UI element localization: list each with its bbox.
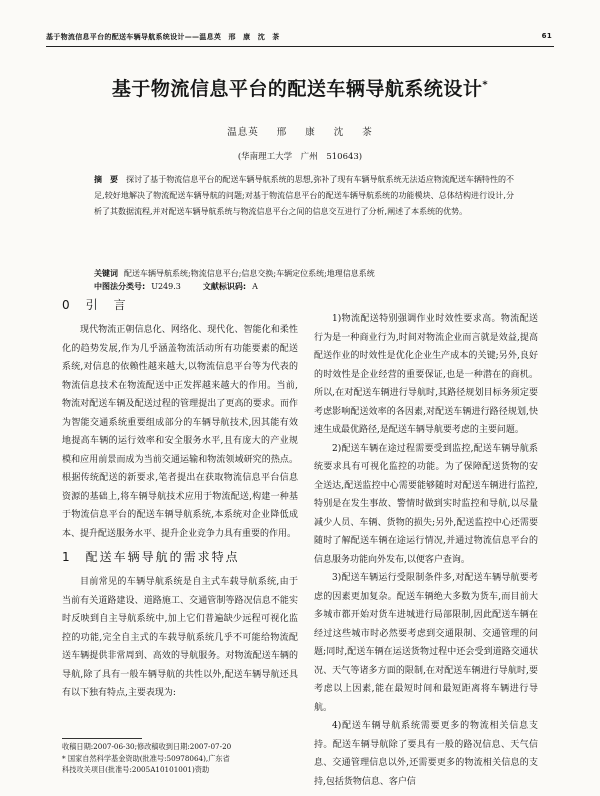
- section-title: 引 言: [85, 298, 128, 312]
- list-item: 2)配送车辆在途过程需要受到监控,配送车辆导航系统要求具有可视化监控的功能。为了保障配送货物的安全送达,配送监控中心需要能够随时对配送车辆进行监控,特别是在发生事故、警情时做到实时监控和导航,以尽量减少人员、车辆、货物的损失;另外,配送监控中心还需要随时了解配送车辆在途运行情况,并通过物流信息平台的信息服务功能向外发布,以便客户查询。: [314, 443, 538, 565]
- section-title: 配送车辆导航的需求特点: [85, 550, 240, 564]
- list-item: 4)配送车辆导航系统需要更多的物流相关信息支持。配送车辆导航除了要具有一般的路况信息、天气信息、交通管理信息以外,还需要更多的物流相关信息的支持,包括货物信息、客户信: [314, 721, 538, 787]
- clc-label: 中图法分类号:: [94, 282, 146, 291]
- running-head-text: 基于物流信息平台的配送车辆导航系统设计——温息英 邢 康 沈 茶: [46, 33, 280, 41]
- intro-paragraph: 现代物流正朝信息化、网络化、现代化、智能化和柔性化的趋势发展,作为几乎涵盖物流活动所有功能要素的配送系统,对信息的依赖性越来越大,以物流信息平台等为代表的物流信息技术在物流配送中正发挥越来越大的作用。当前,物流对配送车辆及配送过程的管理提出了更高的要求。而作为智能交通系统重要组成部分的车辆导航技术,因其能有效地提高车辆的运行效率和安全服务水平,且有庞大的产业规模和应用前景而成为当前交通运输和物流领域研究的热点。根据传统配送的新要求,笔者提出在获取物流信息平台信息资源的基础上,将车辆导航技术应用于物流配送,构建一种基于物流信息平台的配送车辆导航系统,本系统对企业降低成本、提升配送服务水平、提升企业竞争力具有重要的作用。: [62, 325, 298, 539]
- author-list: 温息英 邢 康 沈 茶: [227, 127, 373, 138]
- section1-paragraph: 目前常见的车辆导航系统是自主式车载导航系统,由于当前有关道路建设、道路施工、交通管制等路况信息不能实时反映到自主导航系统中,加上它们普遍缺少远程可视化监控的功能,完全自主式的车载导航系统几乎不可能给物流配送车辆提供非常周到、高效的导航服务。对物流配送车辆的导航,除了具有一般车辆导航的共性以外,配送车辆导航还具有以下独有特点,主要表现为:: [62, 577, 298, 698]
- header-rule: [46, 46, 554, 47]
- paper-title-text: 基于物流信息平台的配送车辆导航系统设计: [111, 78, 483, 100]
- paper-title: [0, 74, 600, 101]
- footnote-received: 收稿日期:2007-06-30;修改稿收到日期:2007-07-20: [62, 742, 232, 751]
- running-head: [46, 32, 552, 46]
- abstract: [94, 172, 514, 221]
- section-heading-intro: [62, 295, 298, 315]
- clc-value: U249.3: [151, 282, 181, 291]
- keywords: [94, 268, 524, 280]
- page-number: 61: [541, 32, 552, 40]
- section-heading-1: [62, 547, 298, 567]
- left-column: [62, 291, 298, 703]
- section-number: 0: [62, 298, 72, 312]
- abstract-text: 探讨了基于物流信息平台的配送车辆导航系统的思想,弥补了现有车辆导航系统无法适应物流配送车辆特性的不足,较好地解决了物流配送车辆导航的问题;对基于物流信息平台的配送车辆导航系统的功能模块、总体结构进行设计,分析了其数据流程,并对配送车辆导航系统与物流信息平台之间的信息交互进行了分析,阐述了本系统的优势。: [94, 175, 514, 217]
- doc-code-value: A: [252, 282, 258, 291]
- doc-code-label: 文献标识码:: [202, 282, 247, 291]
- section-number: 1: [62, 550, 72, 564]
- list-item: 1)物流配送特别强调作业时效性要求高。物流配送行为是一种商业行为,时间对物流企业而言就是效益,提高配送作业的时效性是优化企业生产成本的关键;另外,良好的时效性是企业经营的重要保证,也是一种潜在的商机。所以,在对配送车辆进行导航时,其路径规划目标务须定要考虑影响配送效率的各因素,对配送车辆进行路径规划,快速生成最优路径,是配送车辆导航要考虑的主要问题。: [314, 314, 538, 435]
- footnote-rule: [62, 738, 142, 739]
- right-column: [314, 310, 538, 791]
- keywords-label: 关键词: [94, 269, 118, 278]
- keywords-text: 配送车辆导航系统;物流信息平台;信息交换;车辆定位系统;地理信息系统: [124, 269, 375, 278]
- footnote-funding: * 国家自然科学基金资助(批准号:50978064),广东省: [62, 753, 230, 763]
- title-footnote-mark: *: [482, 79, 489, 91]
- list-item: 3)配送车辆运行受限制条件多,对配送车辆导航要考虑的因素更加复杂。配送车辆绝大多数为货车,而目前大多城市都开始对货车进城进行局部限制,因此配送车辆在经过这些城市时必然要考虑到交通限制、交通管理的问题;同时,配送车辆在运送货物过程中还会受到道路交通状况、天气等诸多方面的限制,在对配送车辆进行导航时,要考虑以上因素,能在最短时间和最短距离将车辆进行导航。: [314, 573, 538, 713]
- abstract-label: 摘 要: [94, 175, 119, 184]
- affiliation: (华南理工大学 广州 510643): [237, 152, 363, 162]
- footnote-funding-cont: 科技攻关项目(批准号:2005A10101001)资助: [62, 765, 210, 774]
- footnotes: [62, 741, 302, 776]
